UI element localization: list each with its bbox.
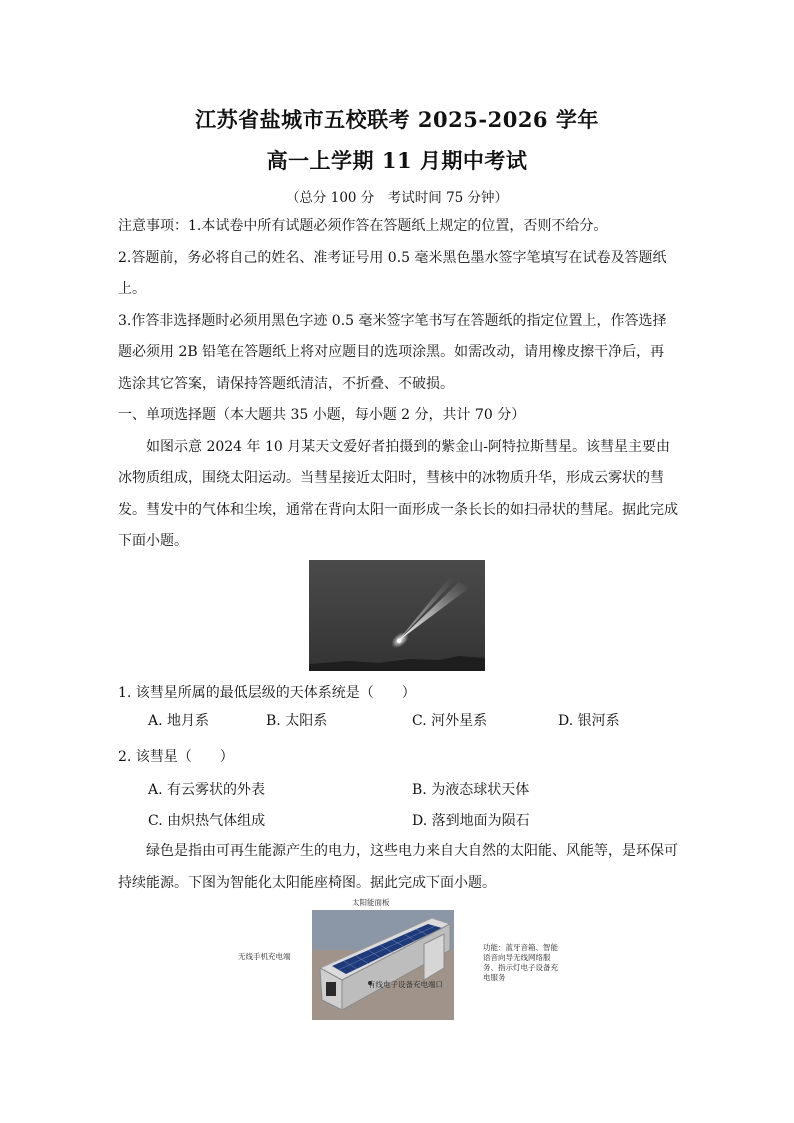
solar-bench-photo	[312, 910, 454, 1020]
passage-comet: 如图示意 2024 年 10 月某天文爱好者拍摄到的紫金山-阿特拉斯彗星。该彗星主要由冰物质组成，围绕太阳运动。当彗星接近太阳时，彗核中的冰物质升华，形成云雾状的彗发。彗发中的气体和尘埃，通常在背向太阳一面形成一条长长的如扫帚状的彗尾。据此完成下面小题。	[118, 438, 678, 549]
label-functions: 功能：蓝牙音箱、智能语音向导无线网络服务、指示灯电子设备充电服务	[483, 943, 558, 982]
section-heading: 一、单项选择题（本大题共 35 小题，每小题 2 分，共计 70 分）	[118, 407, 526, 423]
q1-option-b[interactable]: B. 太阳系	[266, 713, 328, 729]
notes-block	[118, 211, 678, 558]
note-line-3: 3.作答非选择题时必须用黑色字迹 0.5 毫米签字笔书写在答题纸的指定位置上，作答选择题必须用 2B 铅笔在答题纸上将对应题目的选项涂黑。如需改动，请用橡皮擦干净后，再选涂其它答案，请保持答题纸清洁，不折叠、不破损。	[118, 312, 667, 392]
label-wired-port: 有线电子设备充电端口	[368, 980, 443, 989]
label-wireless-charger: 无线手机充电端	[238, 952, 291, 961]
q2-option-a[interactable]: A. 有云雾状的外表	[148, 782, 266, 798]
q1-option-d[interactable]: D. 银河系	[558, 713, 620, 729]
label-solar-panel: 太阳能面板	[352, 898, 390, 907]
q2-option-b[interactable]: B. 为液态球状天体	[412, 782, 530, 798]
exam-subtitle: （总分 100 分 考试时间 75 分钟）	[285, 190, 509, 206]
exam-title-line2: 高一上学期 11 月期中考试	[266, 148, 528, 173]
question-1-stem: 1. 该彗星所属的最低层级的天体系统是（ ）	[118, 685, 416, 701]
note-line-1: 注意事项：1.本试卷中所有试题必须作答在答题纸上规定的位置，否则不给分。	[118, 218, 608, 234]
q2-option-c[interactable]: C. 由炽热气体组成	[148, 813, 266, 829]
question-2-block	[118, 742, 678, 774]
question-2-stem: 2. 该彗星（ ）	[118, 749, 234, 765]
exam-title-line1: 江苏省盐城市五校联考 2025-2026 学年	[195, 107, 599, 132]
note-line-2: 2.答题前，务必将自己的姓名、准考证号用 0.5 毫米黑色墨水签字笔填写在试卷及答题纸上。	[118, 249, 667, 297]
q1-option-c[interactable]: C. 河外星系	[412, 713, 488, 729]
comet-photo	[309, 560, 485, 671]
question-1-block	[118, 678, 678, 710]
comet-image	[309, 560, 485, 671]
passage-2-block	[118, 836, 678, 899]
q1-option-a[interactable]: A. 地月系	[148, 713, 210, 729]
passage-solar-bench: 绿色是指由可再生能源产生的电力，这些电力来自大自然的太阳能、风能等，是环保可持续能源。下图为智能化太阳能座椅图。据此完成下面小题。	[118, 843, 678, 891]
q2-option-d[interactable]: D. 落到地面为陨石	[412, 813, 530, 829]
solar-bench-image	[312, 910, 454, 1020]
